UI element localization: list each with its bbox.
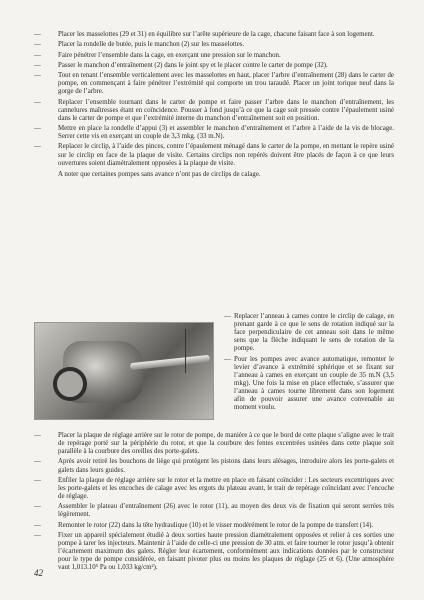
list-item: — Placer la plaque de réglage arrière sur le rotor de pompe, de manière à ce que le bord de cette plaque s’aligne avec le trait de repérage porté sur la périphérie du rotor, et que la courbure des fentes excentrées usinées dans cette plaque soit parallèle à la courbure des oreilles des porte-galets. (34, 432, 394, 456)
callout-line (185, 329, 186, 373)
pump-photo (34, 322, 214, 420)
list-item: — Pour les pompes avec avance automatique, remonter le levier d’avance à extrémité sphérique et se fixant sur l’anneau à cames en exerçant un couple de 35 m.N (3,5 mkg). Une fois la mise en place effectuée, s’assurer que l’anneau à cames tourne librement dans son logement afin de pouvoir assurer une avance convenable au moment voulu. (224, 355, 394, 412)
page-number: 42 (34, 568, 43, 578)
list-item: — Placer les masselottes (29 et 31) en équilibre sur l’arête supérieure de la cage, chacune faisant face à son logement. (34, 31, 375, 38)
list-item: — Mettre en place la rondelle d’appui (3) et assembler le manchon d’entraînement et l’arbre à l’aide de la vis de blocage. Serrer cette vis en exerçant un couple de 3,3 mkg. (33 m.N). (34, 125, 394, 141)
bullet-dash: — (34, 143, 41, 151)
bullet-dash: — (34, 125, 41, 133)
list-item: — Enfiler la plaque de réglage arrière sur le rotor et la mettre en place en faisant coïncider : Les secteurs excentriques avec les porte-galets et les encoches de calage avec les ergots du plateau avant, le trait de repérage coïncidant avec l’encoche de réglage. (34, 476, 394, 501)
list-item: — Tout en tenant l’ensemble verticalement avec les masselottes en haut, placer l’arbre d’entraînement (28) dans le carter de pompe, en commençant à faire pénétrer l’extrémité qui comporte un trou taraudé. Placer un joint torique neuf dans la gorge de l’arbre. (34, 72, 394, 96)
list-item: — Assembler le plateau d’entraînement (26) avec le rotor (11), au moyen des deux vis de fixation qui seront serrées très légèrement. (34, 503, 394, 519)
bullet-dash: — (224, 355, 231, 363)
figure-section (34, 313, 394, 420)
list-item: — Après avoir retiré les bouchons de liège qui protègent les pistons dans leurs alésages, introduire alors les porte-galets et galets dans leurs guides. (34, 458, 394, 474)
bullet-dash: — (34, 31, 41, 38)
top-instructions (34, 31, 394, 182)
list-item: — Replacer le circlip, à l’aide des pinces, contre l’épaulement ménagé dans le carter de la pompe, en mettant le repère usiné sur le circlip en face de la plaque de visite. Certains circlips non repérés doivent être placés de façon à ce que leurs ouvertures soient diamétralement opposées à la plaque de visite. (34, 143, 394, 167)
list-item: — Passer le manchon d’entraînement (2) dans le joint spy et le placer contre le carter de pompe (32). (34, 61, 328, 69)
note-text: A noter que certaines pompes sans avance n’ont pas de circlips de calage. (58, 170, 261, 178)
bullet-dash: — (34, 432, 41, 439)
list-item: — Fixer un appareil spécialement étudié à deux sorties haute pression diamétralement opposées et relier à ces sorties une pompe à tarer les injecteurs. Maintenir à l’aide de celle-ci une pression de 30 atm. et faire tourner le rotor jusqu’à obtenir l’écartement maximum des galets. Régler leur écartement, conformément aux indications données par le constructeur pour le type de pompe considérée, en faisant pivoter plus ou moins les plaques de réglage (25 et 6). (Une atmosphère vaut 1,013.10⁵ Pa ou 1,033 kg/cm²). (34, 531, 394, 572)
cam-ring-shape (53, 367, 87, 401)
bullet-dash: — (34, 458, 41, 466)
bullet-dash: — (34, 61, 41, 69)
bullet-dash: — (34, 503, 41, 511)
bullet-dash: — (34, 51, 41, 59)
bullet-dash: — (224, 313, 231, 320)
bullet-dash: — (34, 521, 41, 529)
side-instructions (224, 313, 394, 415)
list-item: — Replacer l’ensemble tournant dans le carter de pompe et faire passer l’arbre dans le manchon d’entraînement, les cannelures maîtresses étant en coïncidence. Pousser à fond jusqu’à ce que la cage soit pressée contre l’épaulement usiné dans le carter de pompe et que l’extrémité interne du manchon d’entraînement soit en position. (34, 98, 394, 122)
bullet-dash: — (34, 98, 41, 106)
list-item: — Replacer l’anneau à cames contre le circlip de calage, en prenant garde à ce que le sens de rotation indiqué sur la face perpendiculaire de cet anneau soit dans le même sens que la flèche indiquant le sens de rotation de la pompe. (224, 313, 394, 353)
bullet-dash: — (34, 476, 41, 484)
bottom-instructions (34, 432, 394, 575)
bullet-dash: — (34, 531, 41, 539)
list-item: — Faire pénétrer l’ensemble dans la cage, en exerçant une pression sur le manchon. (34, 51, 281, 59)
bullet-dash: — (34, 72, 41, 80)
list-item: — Remonter le rotor (22) dans la tête hydraulique (10) et le visser modérément le rotor de la pompe de transfert (14). (34, 521, 374, 529)
bullet-dash: — (34, 41, 41, 49)
list-item: — Placer la rondelle de butée, puis le manchon (2) sur les masselottes. (34, 41, 245, 49)
